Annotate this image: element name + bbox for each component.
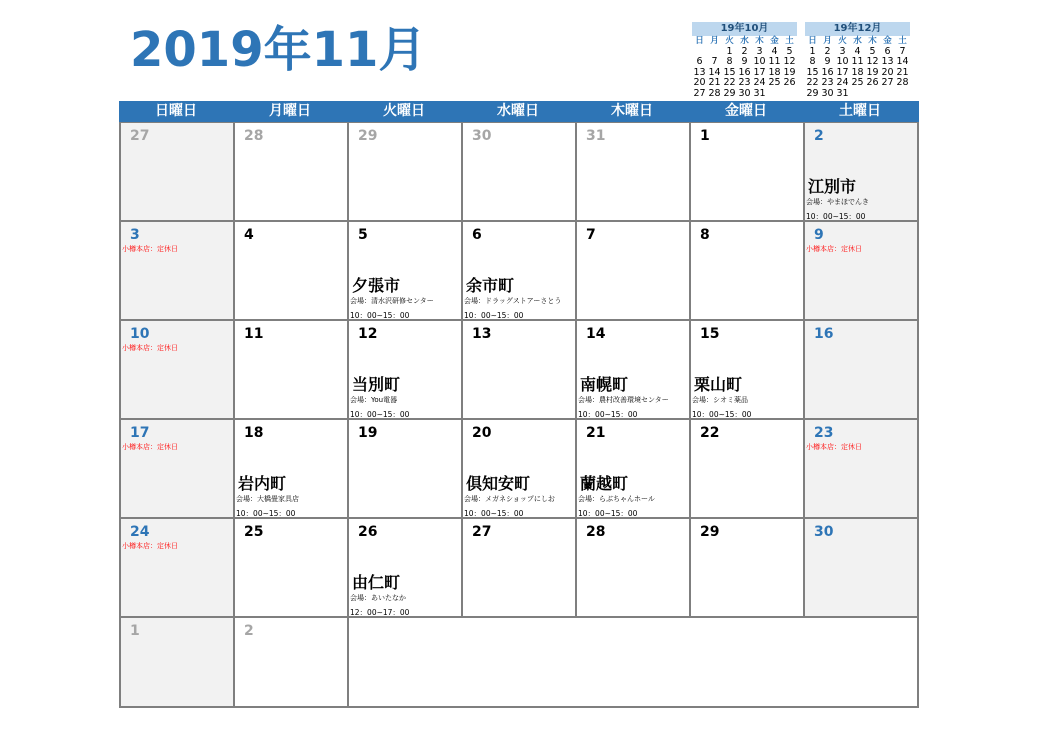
mini-day: 27 [881,77,894,88]
event-town: 江別市 [808,177,857,196]
mini-day: 23 [821,77,834,88]
mini-calendar-weekdays [805,36,910,47]
event-hours: 10：00~15：00 [692,410,752,419]
mini-day: 16 [738,66,751,78]
event-hours: 10：00~15：00 [806,212,866,221]
mini-day: 17 [836,66,849,78]
day-cell [691,123,805,222]
mini-day: 3 [839,45,846,57]
mini-day: 18 [851,66,864,78]
mini-week-row [692,57,797,68]
mini-day: 21 [896,66,909,78]
mini-weekday: 木 [868,36,877,46]
day-cell [349,222,463,321]
month-calendar [119,101,919,708]
day-number: 23 [814,425,834,441]
event-venue: 会場：大橋畳家具店 [236,495,299,503]
mini-day [782,89,797,100]
mini-day: 6 [884,45,891,57]
day-cell [691,420,805,519]
mini-day: 6 [696,56,703,67]
day-number: 14 [586,326,606,342]
day-cell [121,222,235,321]
mini-weekday: 日 [808,36,817,46]
weekday-sunday: 日曜日 [155,103,197,119]
day-cell [463,420,577,519]
day-cell [691,321,805,420]
event-hours: 10：00~15：00 [464,509,524,518]
day-number: 19 [358,425,378,441]
mini-week-row [805,89,910,100]
mini-day: 29 [806,87,819,99]
closed-day-note: 小樽本店：定休日 [806,443,862,451]
mini-day: 29 [723,87,736,99]
mini-day: 17 [753,66,766,78]
week-row [121,222,919,321]
mini-day: 26 [783,77,796,88]
mini-weekday: 土 [898,36,907,46]
weekday-friday: 金曜日 [725,103,767,119]
mini-day: 31 [836,87,849,99]
day-number: 6 [472,227,482,243]
day-cell [805,321,919,420]
mini-day: 4 [854,45,861,57]
day-cell [121,519,235,618]
event-hours: 10：00~15：00 [350,410,410,419]
day-number: 1 [130,623,140,639]
event-venue: 会場：ドラッグストアーさとう [464,297,562,305]
day-cell [463,123,577,222]
mini-weekday: 月 [823,36,832,46]
mini-day: 1 [726,45,733,57]
week-row [121,321,919,420]
day-number: 1 [700,128,710,144]
mini-day: 7 [711,56,718,67]
day-cell [349,420,463,519]
day-number: 8 [700,227,710,243]
day-cell [235,618,349,708]
event-town: 岩内町 [238,474,287,493]
event-hours: 10：00~15：00 [578,509,638,518]
mini-day: 20 [881,66,894,78]
day-number: 31 [586,128,606,144]
day-number: 4 [244,227,254,243]
week-row [121,519,919,618]
event-hours: 10：00~15：00 [464,311,524,320]
calendar-grid [119,122,919,708]
day-cell [805,420,919,519]
day-number: 3 [130,227,140,243]
mini-day: 11 [851,56,864,67]
empty-cell [349,618,919,708]
event-venue: 会場：メガネショップにしお [464,495,555,503]
mini-calendar-header: 19年10月 [692,22,797,36]
day-number: 18 [244,425,264,441]
weekday-thursday: 木曜日 [611,103,653,119]
day-number: 16 [814,326,834,342]
day-cell [121,321,235,420]
mini-day [880,89,895,100]
day-cell [691,519,805,618]
weekday-monday: 月曜日 [269,103,311,119]
mini-day: 9 [741,56,748,67]
day-cell [349,123,463,222]
mini-day: 22 [723,77,736,88]
mini-day: 20 [693,77,706,88]
mini-day: 19 [783,66,796,78]
mini-day: 13 [693,66,706,78]
event-town: 南幌町 [580,375,629,394]
event-town: 蘭越町 [580,474,629,493]
event-town: 余市町 [466,276,515,295]
mini-day: 2 [741,45,748,57]
mini-calendar-days [805,47,910,100]
mini-weekday: 金 [770,36,779,46]
mini-day: 16 [821,66,834,78]
mini-calendar-weekdays [692,36,797,47]
closed-day-note: 小樽本店：定休日 [806,245,862,253]
mini-day: 14 [708,66,721,78]
mini-day: 4 [771,45,778,57]
mini-day: 27 [693,87,706,99]
mini-day: 28 [708,87,721,99]
weekday-tuesday: 火曜日 [383,103,425,119]
day-number: 2 [814,128,824,144]
day-number: 9 [814,227,824,243]
event-hours: 10：00~15：00 [350,311,410,320]
day-number: 27 [472,524,492,540]
day-cell [235,519,349,618]
mini-day: 21 [708,77,721,88]
day-number: 20 [472,425,492,441]
day-number: 24 [130,524,150,540]
mini-day: 3 [756,45,763,57]
weekday-header-row [119,101,919,122]
mini-day [895,89,910,100]
mini-day [767,89,782,100]
closed-day-note: 小樽本店：定休日 [122,245,178,253]
week-row [121,618,919,708]
event-hours: 10：00~15：00 [578,410,638,419]
day-cell [349,519,463,618]
day-cell [805,123,919,222]
mini-day: 10 [836,56,849,67]
day-number: 11 [244,326,264,342]
event-venue: 会場：農村改善環境センター [578,396,669,404]
mini-day [850,89,865,100]
day-cell [463,222,577,321]
day-cell [691,222,805,321]
mini-weekday: 木 [755,36,764,46]
event-town: 当別町 [352,375,401,394]
event-venue: 会場：らぶちゃんホール [578,495,655,503]
closed-day-note: 小樽本店：定休日 [122,443,178,451]
mini-day: 30 [821,87,834,99]
event-venue: 会場：清水沢研修センター [350,297,434,305]
mini-day: 7 [899,45,906,57]
mini-weekday: 日 [695,36,704,46]
mini-day: 11 [768,56,781,67]
weekday-wednesday: 水曜日 [497,103,539,119]
day-cell [463,519,577,618]
event-town: 倶知安町 [466,474,531,493]
day-cell [463,321,577,420]
mini-weekday: 土 [785,36,794,46]
day-number: 25 [244,524,264,540]
mini-day: 5 [869,45,876,57]
day-number: 15 [700,326,720,342]
weekday-saturday: 土曜日 [839,103,881,119]
mini-day: 25 [768,77,781,88]
event-hours: 12：00~17：00 [350,608,410,617]
mini-day: 25 [851,77,864,88]
mini-day: 12 [783,56,796,67]
event-venue: 会場：シオミ薬品 [692,396,748,404]
day-cell [577,123,691,222]
mini-day: 15 [806,66,819,78]
mini-day: 26 [866,77,879,88]
mini-day: 15 [723,66,736,78]
day-number: 30 [472,128,492,144]
day-number: 28 [586,524,606,540]
day-cell [805,222,919,321]
day-cell [577,420,691,519]
mini-day: 5 [786,45,793,57]
day-number: 7 [586,227,596,243]
mini-day: 1 [809,45,816,57]
day-cell [121,420,235,519]
day-cell [121,123,235,222]
day-number: 10 [130,326,150,342]
mini-day: 8 [726,56,733,67]
mini-day: 24 [753,77,766,88]
week-row [121,420,919,519]
day-number: 21 [586,425,606,441]
mini-day: 14 [896,56,909,67]
mini-weekday: 水 [853,36,862,46]
closed-day-note: 小樽本店：定休日 [122,542,178,550]
event-town: 由仁町 [352,573,401,592]
day-number: 29 [358,128,378,144]
day-number: 17 [130,425,150,441]
mini-day: 28 [896,77,909,88]
mini-day: 18 [768,66,781,78]
mini-weekday: 水 [740,36,749,46]
closed-day-note: 小樽本店：定休日 [122,344,178,352]
event-venue: 会場：やまほでんき [806,198,869,206]
mini-day [865,89,880,100]
mini-day: 31 [753,87,766,99]
event-hours: 10：00~15：00 [236,509,296,518]
day-cell [235,123,349,222]
day-number: 28 [244,128,264,144]
day-number: 27 [130,128,150,144]
mini-week-row [805,78,910,89]
mini-day: 24 [836,77,849,88]
day-cell [577,519,691,618]
mini-weekday: 火 [838,36,847,46]
day-number: 26 [358,524,378,540]
day-number: 2 [244,623,254,639]
mini-week-row [805,57,910,68]
mini-day: 23 [738,77,751,88]
day-cell [235,420,349,519]
mini-calendar-days [692,47,797,100]
event-town: 夕張市 [352,276,401,295]
mini-day: 8 [809,56,816,67]
week-row [121,123,919,222]
day-cell [805,519,919,618]
mini-week-row [692,89,797,100]
mini-day: 22 [806,77,819,88]
mini-calendar-next-month [805,22,910,99]
day-number: 29 [700,524,720,540]
event-venue: 会場：あいたなか [350,594,406,602]
day-number: 30 [814,524,834,540]
day-cell [349,321,463,420]
mini-weekday: 月 [710,36,719,46]
mini-weekday: 火 [725,36,734,46]
mini-day: 19 [866,66,879,78]
mini-day: 9 [824,56,831,67]
mini-weekday: 金 [883,36,892,46]
mini-day: 2 [824,45,831,57]
mini-day: 12 [866,56,879,67]
mini-calendar-header: 19年12月 [805,22,910,36]
mini-week-row [692,78,797,89]
day-cell [577,321,691,420]
day-number: 5 [358,227,368,243]
mini-day: 13 [881,56,894,67]
day-number: 12 [358,326,378,342]
day-number: 22 [700,425,720,441]
page-title: 2019年11月 [130,22,427,78]
day-cell [577,222,691,321]
mini-day: 10 [753,56,766,67]
day-cell [235,222,349,321]
day-cell [235,321,349,420]
event-town: 栗山町 [694,375,743,394]
mini-calendar-prev-month [692,22,797,99]
event-venue: 会場：You電器 [350,396,398,404]
mini-day: 30 [738,87,751,99]
day-cell [121,618,235,708]
day-number: 13 [472,326,492,342]
